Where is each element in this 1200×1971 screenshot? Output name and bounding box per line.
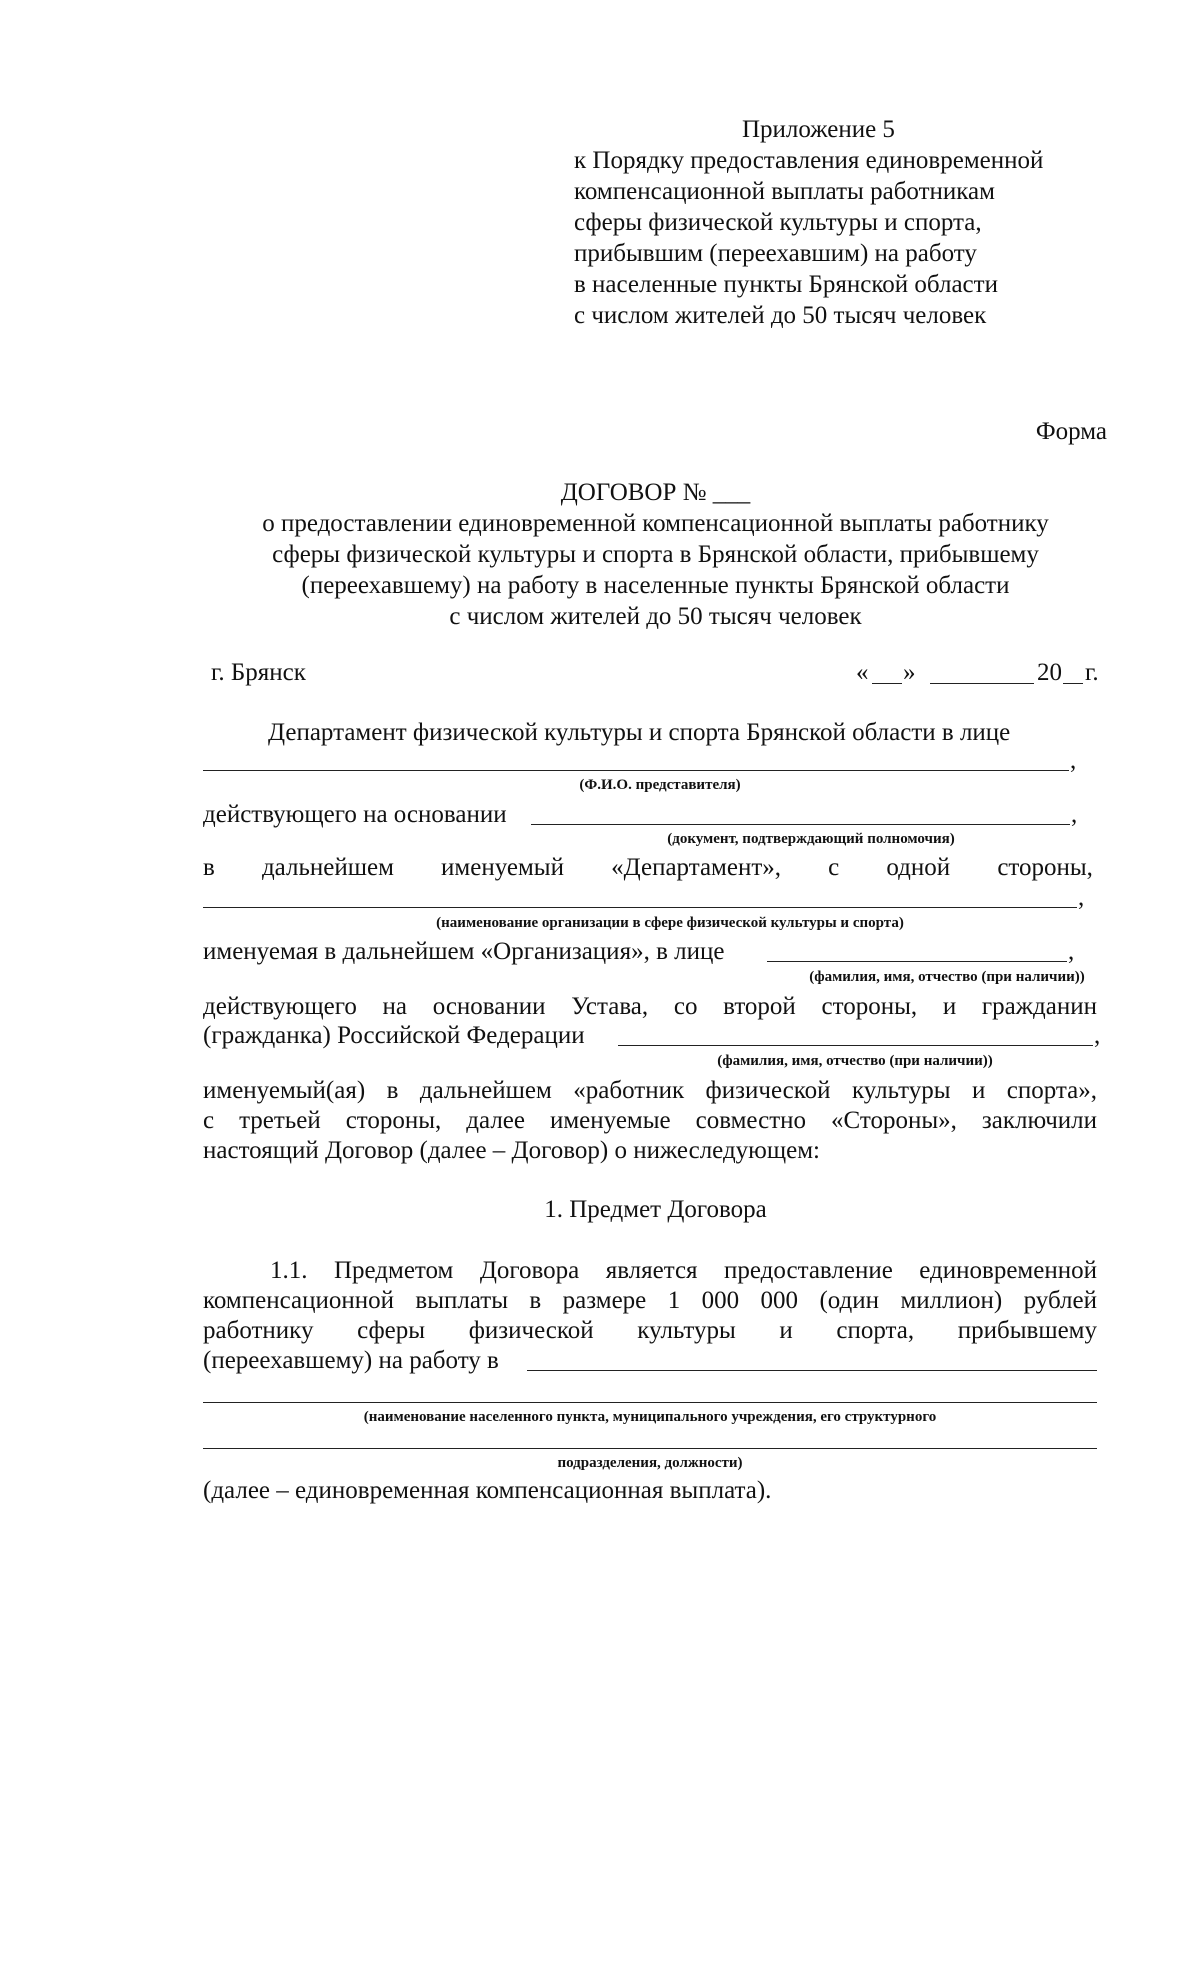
form-label: Форма <box>1035 418 1107 445</box>
date-year-blank[interactable] <box>1063 683 1083 684</box>
workplace-blank-3[interactable] <box>203 1448 1097 1449</box>
comma: , <box>1094 1022 1101 1049</box>
department-line: Департамент физической культуры и спорта Брянской области в лице <box>268 719 1011 746</box>
section-heading: 1. Предмет Договора <box>544 1196 767 1223</box>
comma: , <box>1068 938 1075 965</box>
word: именуемый <box>441 854 564 881</box>
caption-place: (наименование населенного пункта, муниципального учреждения, его структурного <box>363 1409 937 1425</box>
acting-basis-label: действующего на основании <box>203 801 507 828</box>
paragraph-line: (переехавшему) на работу в <box>203 1347 499 1374</box>
caption-organization: (наименование организации в сфере физической культуры и спорта) <box>436 915 904 931</box>
word: культуры <box>637 1317 736 1344</box>
organization-blank[interactable] <box>203 907 1077 908</box>
word: с <box>828 854 840 881</box>
workplace-blank[interactable] <box>527 1370 1097 1371</box>
contract-subtitle-line: (переехавшему) на работу в населенные пункты Брянской области <box>301 572 1010 599</box>
date-day-blank[interactable] <box>872 683 902 684</box>
word: сферы <box>357 1317 426 1344</box>
date-close-quote: » <box>903 659 916 686</box>
organization-named-line: именуемая в дальнейшем «Организация», в лице <box>203 938 725 965</box>
caption-place: подразделения, должности) <box>557 1455 743 1471</box>
comma: , <box>1070 747 1077 774</box>
word: спорта, <box>836 1317 915 1344</box>
date-year-suffix: г. <box>1085 659 1099 686</box>
word: «Департамент», <box>611 854 782 881</box>
word: работнику <box>203 1317 314 1344</box>
caption-fio: (фамилия, имя, отчество (при наличии)) <box>809 969 1085 985</box>
basis-document-blank[interactable] <box>531 824 1070 825</box>
paragraph-line <box>203 1316 1097 1346</box>
worker-line: именуемый(ая) в дальнейшем «работник физической культуры и спорта», <box>203 1077 1097 1104</box>
contract-title-block <box>150 477 1161 632</box>
word: в <box>203 854 215 881</box>
org-representative-blank[interactable] <box>767 961 1067 962</box>
appendix-line: в населенные пункты Брянской области <box>574 271 998 298</box>
comma: , <box>1071 801 1078 828</box>
appendix-line: прибывшим (переехавшим) на работу <box>574 240 977 267</box>
appendix-line: сферы физической культуры и спорта, <box>574 209 982 236</box>
date-month-blank[interactable] <box>930 683 1034 684</box>
paragraph-line: компенсационной выплаты в размере 1 000 000 (один миллион) рублей <box>203 1287 1097 1314</box>
worker-line: с третьей стороны, далее именуемые совместно «Стороны», заключили <box>203 1107 1097 1134</box>
contract-title: ДОГОВОР № ___ <box>560 479 751 506</box>
caption-fio-2: (фамилия, имя, отчество (при наличии)) <box>717 1053 993 1069</box>
contract-subtitle-line: о предоставлении единовременной компенсационной выплаты работнику <box>262 510 1049 537</box>
representative-blank[interactable] <box>203 770 1069 771</box>
word: одной <box>886 854 951 881</box>
workplace-blank-2[interactable] <box>203 1402 1097 1403</box>
department-named-line <box>203 853 1093 883</box>
word: стороны, <box>997 854 1093 881</box>
charter-line: действующего на основании Устава, со второй стороны, и гражданин <box>203 993 1097 1020</box>
worker-line: настоящий Договор (далее – Договор) о нижеследующем: <box>203 1137 820 1164</box>
contract-subtitle-line: с числом жителей до 50 тысяч человек <box>449 603 862 630</box>
appendix-block <box>574 114 1043 331</box>
appendix-line: компенсационной выплаты работникам <box>574 178 995 205</box>
caption-representative: (Ф.И.О. представителя) <box>579 777 741 793</box>
citizen-fio-blank[interactable] <box>618 1045 1093 1046</box>
appendix-line: к Порядку предоставления единовременной <box>574 147 1044 174</box>
appendix-heading: Приложение 5 <box>742 116 895 143</box>
contract-subtitle-line: сферы физической культуры и спорта в Брянской области, прибывшему <box>272 541 1039 568</box>
appendix-line: с числом жителей до 50 тысяч человек <box>574 302 987 329</box>
comma: , <box>1078 884 1085 911</box>
paragraph-end: (далее – единовременная компенсационная выплата). <box>203 1477 772 1504</box>
word: физической <box>468 1317 594 1344</box>
word: и <box>779 1317 793 1344</box>
citizen-line: (гражданка) Российской Федерации <box>203 1022 585 1049</box>
caption-document: (документ, подтверждающий полномочия) <box>667 831 955 847</box>
date-open-quote: « <box>856 659 869 686</box>
paragraph-line: 1.1. Предметом Договора является предоставление единовременной <box>270 1257 1097 1284</box>
date-year-prefix: 20 <box>1037 659 1062 686</box>
word: прибывшему <box>957 1317 1097 1344</box>
place: г. Брянск <box>211 659 306 686</box>
word: дальнейшем <box>261 854 394 881</box>
